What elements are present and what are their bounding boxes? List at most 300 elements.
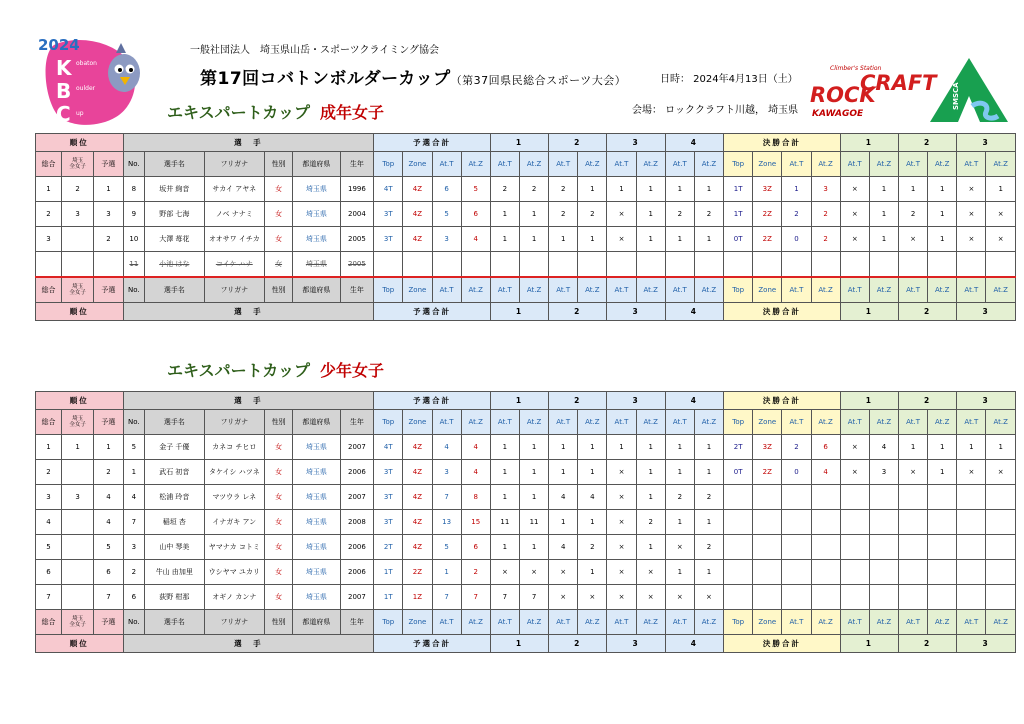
cell-qual: 4 bbox=[94, 485, 123, 510]
cell-final-boulder bbox=[869, 560, 898, 585]
column-header: At.T bbox=[549, 152, 578, 177]
column-header: 性別 bbox=[265, 152, 293, 177]
cell-qual-top: 1T bbox=[374, 560, 403, 585]
logo-year: 2024 bbox=[38, 36, 80, 54]
header-round-3: 3 bbox=[607, 635, 665, 653]
column-header: At.T bbox=[840, 610, 869, 635]
cell-final-boulder bbox=[957, 585, 986, 610]
column-header: At.Z bbox=[928, 610, 957, 635]
cell-final-boulder: 1 bbox=[899, 177, 928, 202]
column-header: At.T bbox=[549, 277, 578, 303]
cell-saitama bbox=[61, 227, 93, 252]
category-label: エキスパートカップ bbox=[167, 103, 311, 122]
cell-final-boulder bbox=[840, 560, 869, 585]
cell-final-boulder bbox=[869, 535, 898, 560]
cell-final-boulder bbox=[840, 485, 869, 510]
cell-final-top: 1T bbox=[724, 202, 753, 227]
cell-final-boulder: 1 bbox=[899, 435, 928, 460]
cell-boulder: 1 bbox=[549, 435, 578, 460]
cell-final-zone bbox=[753, 560, 782, 585]
header-final-1: 1 bbox=[840, 635, 898, 653]
header-round-4: 4 bbox=[665, 635, 723, 653]
cell-final-boulder bbox=[986, 585, 1016, 610]
cell-boulder: 1 bbox=[665, 510, 694, 535]
cell-qual-zone: 4Z bbox=[403, 202, 432, 227]
cell-qual: 2 bbox=[94, 227, 123, 252]
column-header: At.Z bbox=[636, 277, 665, 303]
cell-final-zone: 2Z bbox=[753, 202, 782, 227]
cell-pref: 埼玉県 bbox=[293, 585, 341, 610]
header-round-3: 3 bbox=[607, 303, 665, 321]
column-header: At.T bbox=[665, 410, 694, 435]
column-header: 性別 bbox=[265, 410, 293, 435]
cell-sex: 女 bbox=[265, 435, 293, 460]
column-header: 埼玉 全女子 bbox=[61, 410, 93, 435]
cell-qual-att: 3 bbox=[432, 227, 461, 252]
cell-boulder bbox=[519, 252, 548, 278]
cell-final-atz bbox=[811, 510, 840, 535]
column-header: At.Z bbox=[928, 152, 957, 177]
cell-boulder: 4 bbox=[549, 485, 578, 510]
cell-boulder: 2 bbox=[636, 510, 665, 535]
column-header: At.T bbox=[957, 610, 986, 635]
column-header: 都道府県 bbox=[293, 410, 341, 435]
column-header: At.Z bbox=[986, 410, 1016, 435]
header-final-3: 3 bbox=[957, 134, 1016, 152]
cell-boulder: 4 bbox=[549, 535, 578, 560]
logo-word-2: oulder bbox=[76, 85, 96, 92]
cell-final-boulder: × bbox=[957, 202, 986, 227]
smsca-text: SMSCA bbox=[952, 82, 960, 110]
cell-boulder: × bbox=[665, 535, 694, 560]
cell-sex: 女 bbox=[265, 202, 293, 227]
column-header: No. bbox=[123, 152, 145, 177]
header-round-2: 2 bbox=[549, 134, 607, 152]
cell-boulder: 1 bbox=[490, 485, 519, 510]
table-row bbox=[36, 585, 1016, 610]
cell-boulder: × bbox=[490, 560, 519, 585]
results-table-youth bbox=[35, 391, 1016, 653]
cell-final-boulder: 1 bbox=[986, 435, 1016, 460]
header-row-groups bbox=[36, 303, 1016, 321]
header-round-4: 4 bbox=[665, 392, 723, 410]
header-round-1: 1 bbox=[490, 134, 548, 152]
cell-final-boulder bbox=[986, 560, 1016, 585]
cell-final-boulder bbox=[869, 510, 898, 535]
rock-main-text: ROCK bbox=[810, 83, 876, 107]
cell-final-boulder bbox=[869, 485, 898, 510]
cell-boulder: 1 bbox=[694, 560, 723, 585]
column-header: At.Z bbox=[519, 277, 548, 303]
header-round-3: 3 bbox=[607, 134, 665, 152]
header-row-columns bbox=[36, 610, 1016, 635]
header-athlete: 選 手 bbox=[123, 134, 374, 152]
cell-qual-att: 13 bbox=[432, 510, 461, 535]
cell-year: 2005 bbox=[340, 227, 374, 252]
column-header: 選手名 bbox=[145, 152, 204, 177]
column-header: At.Z bbox=[811, 410, 840, 435]
column-header: At.T bbox=[607, 277, 636, 303]
header-round-1: 1 bbox=[490, 303, 548, 321]
column-header: Top bbox=[374, 277, 403, 303]
header-round-2: 2 bbox=[549, 303, 607, 321]
cell-final-atz bbox=[811, 585, 840, 610]
cell-final-boulder bbox=[840, 585, 869, 610]
cell-final-boulder bbox=[899, 485, 928, 510]
cell-no: 7 bbox=[123, 510, 145, 535]
column-header: Zone bbox=[753, 277, 782, 303]
cell-final-boulder bbox=[869, 585, 898, 610]
header-final-3: 3 bbox=[957, 392, 1016, 410]
cell-year: 2004 bbox=[340, 202, 374, 227]
cell-final-boulder: 1 bbox=[869, 177, 898, 202]
column-header: Top bbox=[374, 152, 403, 177]
cell-qual-att: 6 bbox=[432, 177, 461, 202]
column-header: 都道府県 bbox=[293, 152, 341, 177]
cell-final-boulder: 1 bbox=[928, 227, 957, 252]
craft-main-text: CRAFT bbox=[860, 71, 937, 95]
column-header: At.T bbox=[957, 277, 986, 303]
section-title-youth bbox=[167, 358, 384, 381]
cell-final-boulder bbox=[957, 252, 986, 278]
cell-saitama bbox=[61, 460, 93, 485]
column-header: At.Z bbox=[636, 610, 665, 635]
cell-boulder: 1 bbox=[578, 460, 607, 485]
cell-final-boulder: × bbox=[840, 227, 869, 252]
header-final-total: 決勝合計 bbox=[724, 635, 841, 653]
cell-qual: 4 bbox=[94, 510, 123, 535]
cell-final-att bbox=[782, 535, 811, 560]
cell-boulder: 1 bbox=[694, 435, 723, 460]
cell-boulder: 2 bbox=[519, 177, 548, 202]
cell-final-boulder bbox=[869, 252, 898, 278]
column-header: 生年 bbox=[340, 410, 374, 435]
column-header: At.T bbox=[899, 610, 928, 635]
cell-year: 2007 bbox=[340, 585, 374, 610]
cell-overall: 7 bbox=[36, 585, 62, 610]
cell-boulder bbox=[665, 252, 694, 278]
cell-final-atz: 2 bbox=[811, 227, 840, 252]
header-qual-total: 予選合計 bbox=[374, 303, 491, 321]
cell-final-zone bbox=[753, 510, 782, 535]
cell-qual-att: 5 bbox=[432, 202, 461, 227]
cell-final-atz: 4 bbox=[811, 460, 840, 485]
cell-final-zone bbox=[753, 485, 782, 510]
cell-final-top bbox=[724, 252, 753, 278]
cell-final-boulder: 1 bbox=[928, 177, 957, 202]
column-header: 選手名 bbox=[145, 410, 204, 435]
header-final-1: 1 bbox=[840, 303, 898, 321]
cell-final-atz: 2 bbox=[811, 202, 840, 227]
cell-final-boulder: 1 bbox=[869, 227, 898, 252]
cell-boulder: 2 bbox=[665, 485, 694, 510]
cell-sex: 女 bbox=[265, 585, 293, 610]
cell-qual: 6 bbox=[94, 560, 123, 585]
cell-overall: 1 bbox=[36, 435, 62, 460]
cell-qual-att bbox=[432, 252, 461, 278]
cell-overall: 6 bbox=[36, 560, 62, 585]
column-header: At.Z bbox=[578, 410, 607, 435]
header-row-columns bbox=[36, 410, 1016, 435]
table-row bbox=[36, 485, 1016, 510]
cell-boulder: 1 bbox=[578, 510, 607, 535]
cell-qual-atz: 4 bbox=[461, 460, 490, 485]
cell-boulder: 7 bbox=[519, 585, 548, 610]
column-header: 予選 bbox=[94, 152, 123, 177]
cell-kana: オギノ カンナ bbox=[204, 585, 265, 610]
cell-final-boulder bbox=[928, 585, 957, 610]
cell-final-boulder bbox=[840, 252, 869, 278]
column-header: Zone bbox=[403, 152, 432, 177]
cell-sex: 女 bbox=[265, 485, 293, 510]
header-final-2: 2 bbox=[899, 134, 957, 152]
cell-final-boulder bbox=[928, 252, 957, 278]
cell-qual-zone: 4Z bbox=[403, 535, 432, 560]
column-header: At.Z bbox=[986, 610, 1016, 635]
column-header: At.Z bbox=[461, 152, 490, 177]
header-round-2: 2 bbox=[549, 392, 607, 410]
table-row bbox=[36, 252, 1016, 278]
cell-name: 大澤 苺花 bbox=[145, 227, 204, 252]
header-round-1: 1 bbox=[490, 635, 548, 653]
header-final-3: 3 bbox=[957, 635, 1016, 653]
column-header: Zone bbox=[753, 410, 782, 435]
cell-qual-atz: 15 bbox=[461, 510, 490, 535]
column-header: フリガナ bbox=[204, 277, 265, 303]
cell-final-top: 0T bbox=[724, 227, 753, 252]
cell-saitama: 3 bbox=[61, 202, 93, 227]
cell-final-atz bbox=[811, 560, 840, 585]
cell-boulder: 2 bbox=[578, 535, 607, 560]
cell-boulder: 1 bbox=[578, 227, 607, 252]
cell-qual: 3 bbox=[94, 202, 123, 227]
cell-final-att bbox=[782, 560, 811, 585]
column-header: 性別 bbox=[265, 277, 293, 303]
header-athlete: 選 手 bbox=[123, 635, 374, 653]
cell-boulder: 2 bbox=[694, 202, 723, 227]
cell-boulder: 1 bbox=[636, 177, 665, 202]
cell-qual-zone: 1Z bbox=[403, 585, 432, 610]
cell-name: 山中 琴美 bbox=[145, 535, 204, 560]
table-row bbox=[36, 535, 1016, 560]
cell-qual bbox=[94, 252, 123, 278]
column-header: At.T bbox=[432, 410, 461, 435]
cell-final-boulder bbox=[957, 510, 986, 535]
column-header: At.T bbox=[607, 410, 636, 435]
cell-sex: 女 bbox=[265, 252, 293, 278]
cell-boulder: 1 bbox=[665, 435, 694, 460]
cell-final-boulder: × bbox=[899, 227, 928, 252]
cell-sex: 女 bbox=[265, 560, 293, 585]
cell-final-zone bbox=[753, 585, 782, 610]
column-header: At.T bbox=[665, 152, 694, 177]
column-header: 性別 bbox=[265, 610, 293, 635]
header-rank: 順位 bbox=[36, 303, 124, 321]
header-final-2: 2 bbox=[899, 303, 957, 321]
cell-final-boulder: × bbox=[957, 460, 986, 485]
column-header: At.Z bbox=[811, 277, 840, 303]
cell-boulder: 1 bbox=[490, 460, 519, 485]
column-header: At.T bbox=[840, 277, 869, 303]
column-header: 埼玉 全女子 bbox=[61, 610, 93, 635]
cell-boulder: 2 bbox=[578, 202, 607, 227]
column-header: At.Z bbox=[694, 610, 723, 635]
organization-name: 一般社団法人 埼玉県山岳・スポーツクライミング協会 bbox=[190, 45, 439, 56]
cell-no: 4 bbox=[123, 485, 145, 510]
cell-final-boulder bbox=[986, 510, 1016, 535]
table-row bbox=[36, 460, 1016, 485]
cell-final-boulder: 1 bbox=[957, 435, 986, 460]
column-header: Zone bbox=[753, 610, 782, 635]
cell-final-boulder: × bbox=[899, 460, 928, 485]
cell-final-att bbox=[782, 252, 811, 278]
column-header: Top bbox=[374, 610, 403, 635]
cell-qual-top: 4T bbox=[374, 435, 403, 460]
cell-boulder bbox=[694, 252, 723, 278]
cell-kana: サカイ アヤネ bbox=[204, 177, 265, 202]
logo-word-3: up bbox=[76, 110, 84, 117]
header-athlete: 選 手 bbox=[123, 303, 374, 321]
cell-qual-att: 4 bbox=[432, 435, 461, 460]
cell-kana: ノベ ナナミ bbox=[204, 202, 265, 227]
cell-final-att: 2 bbox=[782, 202, 811, 227]
column-header: At.Z bbox=[694, 152, 723, 177]
cell-final-boulder: 1 bbox=[928, 435, 957, 460]
cell-name: 坂井 絢音 bbox=[145, 177, 204, 202]
header-final-1: 1 bbox=[840, 134, 898, 152]
column-header: 生年 bbox=[340, 277, 374, 303]
cell-pref: 埼玉県 bbox=[293, 177, 341, 202]
header-qual-total: 予選合計 bbox=[374, 134, 491, 152]
header-rank: 順位 bbox=[36, 635, 124, 653]
cell-sex: 女 bbox=[265, 177, 293, 202]
column-header: At.T bbox=[899, 277, 928, 303]
header-final-2: 2 bbox=[899, 635, 957, 653]
cell-kana: イナガキ アン bbox=[204, 510, 265, 535]
cell-boulder: 2 bbox=[694, 485, 723, 510]
cell-final-att bbox=[782, 585, 811, 610]
cell-final-att: 0 bbox=[782, 227, 811, 252]
column-header: 総合 bbox=[36, 152, 62, 177]
cell-saitama bbox=[61, 252, 93, 278]
header-row-columns bbox=[36, 277, 1016, 303]
header-rank: 順位 bbox=[36, 134, 124, 152]
cell-no: 8 bbox=[123, 177, 145, 202]
cell-final-boulder bbox=[899, 252, 928, 278]
cell-final-top bbox=[724, 560, 753, 585]
cell-overall: 3 bbox=[36, 227, 62, 252]
cell-year: 2008 bbox=[340, 510, 374, 535]
cell-boulder: 11 bbox=[490, 510, 519, 535]
column-header: At.Z bbox=[694, 410, 723, 435]
column-header: At.Z bbox=[869, 277, 898, 303]
cell-boulder: 11 bbox=[519, 510, 548, 535]
cell-final-boulder: × bbox=[957, 227, 986, 252]
column-header: At.T bbox=[490, 610, 519, 635]
cell-boulder: 1 bbox=[549, 460, 578, 485]
cell-final-boulder bbox=[928, 485, 957, 510]
cell-qual-atz: 4 bbox=[461, 435, 490, 460]
event-date: 日時： 2024年4月13日（土） bbox=[660, 74, 798, 85]
cell-final-zone: 3Z bbox=[753, 435, 782, 460]
cell-final-boulder bbox=[957, 485, 986, 510]
column-header: At.Z bbox=[519, 610, 548, 635]
cell-final-att: 0 bbox=[782, 460, 811, 485]
column-header: At.Z bbox=[461, 610, 490, 635]
column-header: At.Z bbox=[869, 610, 898, 635]
column-header: 選手名 bbox=[145, 277, 204, 303]
header-round-2: 2 bbox=[549, 635, 607, 653]
column-header: At.Z bbox=[928, 277, 957, 303]
cell-final-boulder bbox=[840, 535, 869, 560]
column-header: At.T bbox=[899, 410, 928, 435]
cell-final-boulder bbox=[957, 560, 986, 585]
cell-boulder: 1 bbox=[636, 227, 665, 252]
page-title bbox=[200, 64, 626, 89]
header-final-total: 決勝合計 bbox=[724, 303, 841, 321]
cell-final-boulder bbox=[986, 535, 1016, 560]
cell-saitama bbox=[61, 560, 93, 585]
cell-no: 5 bbox=[123, 435, 145, 460]
cell-year: 2005 bbox=[340, 252, 374, 278]
column-header: 埼玉 全女子 bbox=[61, 277, 93, 303]
cell-boulder: 7 bbox=[490, 585, 519, 610]
cell-no: 6 bbox=[123, 585, 145, 610]
cell-boulder: 1 bbox=[519, 202, 548, 227]
column-header: At.T bbox=[840, 152, 869, 177]
logo-letter-k: K bbox=[56, 56, 72, 80]
cell-boulder: × bbox=[665, 585, 694, 610]
cell-final-boulder: 1 bbox=[869, 202, 898, 227]
table-row bbox=[36, 560, 1016, 585]
cell-sex: 女 bbox=[265, 535, 293, 560]
division-label: 少年女子 bbox=[320, 361, 385, 380]
cell-final-top: 0T bbox=[724, 460, 753, 485]
cell-final-top bbox=[724, 510, 753, 535]
cell-final-top: 2T bbox=[724, 435, 753, 460]
table-row bbox=[36, 510, 1016, 535]
cell-final-boulder: × bbox=[840, 202, 869, 227]
title-main: 第17回コバトンボルダーカップ bbox=[200, 69, 451, 89]
cell-overall: 4 bbox=[36, 510, 62, 535]
cell-qual-zone: 4Z bbox=[403, 460, 432, 485]
cell-saitama: 3 bbox=[61, 485, 93, 510]
section-title-adult bbox=[167, 100, 384, 123]
cell-year: 2006 bbox=[340, 560, 374, 585]
cell-kana: カネコ チヒロ bbox=[204, 435, 265, 460]
cell-no: 1 bbox=[123, 460, 145, 485]
cell-boulder: 1 bbox=[665, 177, 694, 202]
column-header: At.T bbox=[432, 152, 461, 177]
cell-final-att bbox=[782, 485, 811, 510]
cell-year: 2006 bbox=[340, 535, 374, 560]
column-header: At.T bbox=[665, 277, 694, 303]
table-row bbox=[36, 202, 1016, 227]
cell-final-boulder bbox=[899, 510, 928, 535]
cell-boulder bbox=[490, 252, 519, 278]
cell-kana: オオサワ イチカ bbox=[204, 227, 265, 252]
column-header: At.T bbox=[490, 152, 519, 177]
column-header: At.Z bbox=[869, 152, 898, 177]
cell-pref: 埼玉県 bbox=[293, 227, 341, 252]
cell-saitama: 1 bbox=[61, 435, 93, 460]
column-header: At.T bbox=[957, 410, 986, 435]
cell-boulder: 1 bbox=[665, 460, 694, 485]
cell-final-boulder: × bbox=[840, 435, 869, 460]
cell-boulder: 1 bbox=[607, 435, 636, 460]
header-final-total: 決勝合計 bbox=[724, 134, 841, 152]
header-final-total: 決勝合計 bbox=[724, 392, 841, 410]
